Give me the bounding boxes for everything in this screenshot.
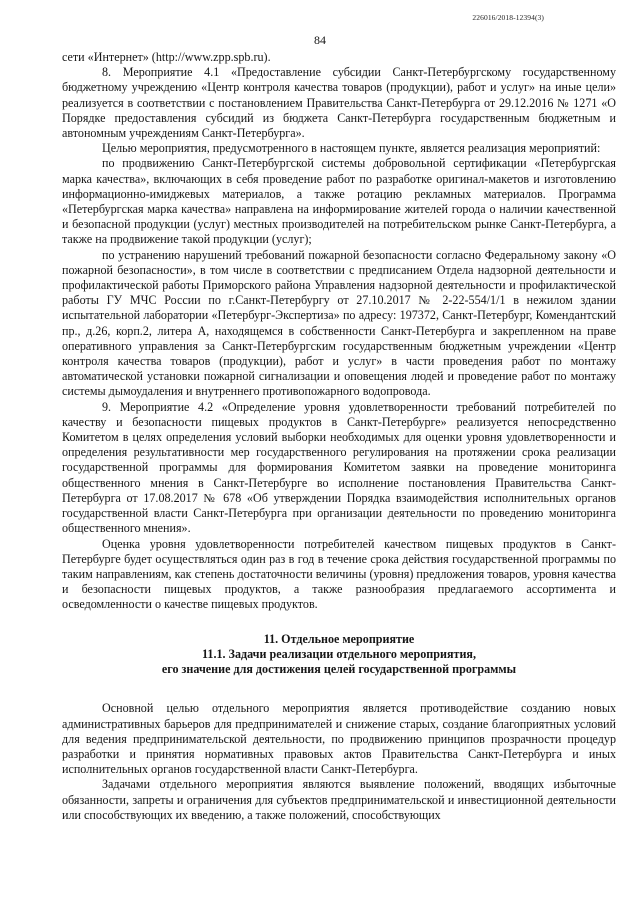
continuation-line: сети «Интернет» (http://www.zpp.spb.ru). — [62, 50, 271, 64]
section-paragraph-tasks: Задачами отдельного мероприятия являются выявление положений, вводящих избыточные обязанности, запреты и ограничения для субъектов предпринимательской и инвестиционной деятельности или способствующих их введению, а также положений, способствующих — [62, 777, 616, 822]
purpose-paragraph: Целью мероприятия, предусмотренного в настоящем пункте, является реализация мероприятий: — [102, 141, 601, 156]
page-number: 84 — [314, 33, 326, 47]
section-paragraph-goal: Основной целью отдельного мероприятия является противодействие созданию новых административных барьеров для предпринимателей и снижение старых, создание благоприятных условий для ведения предпринимательской деятельности, по продвижению принципов прозрачности процедур разработки и принятия нормативных правовых актов Правительства Санкт-Петербурга и иных исполнительных органов государственной власти Санкт-Петербурга. — [62, 701, 616, 777]
item-9-paragraph: 9. Мероприятие 4.2 «Определение уровня удовлетворенности требований потребителей по качеству и безопасности пищевых продуктов в Санкт-Петербурге» реализуется непосредственно Комитетом в целях определения условий выборки необходимых для оценки уровня удовлетворенности и определения результативности мер государственного регулирования на протяжении срока реализации государственной программы для формирования Комитетом заявки на проведение мониторинга общественного мнения в Санкт-Петербурге во исполнение постановления Правительства Санкт-Петербурга от 17.08.2017 № 678 «Об утверждении Порядка взаимодействия исполнительных органов государственной власти Санкт-Петербурга при организации деятельности по проведению мониторинга общественного мнения». — [62, 399, 616, 536]
item-8-paragraph: 8. Мероприятие 4.1 «Предоставление субсидии Санкт-Петербургскому государственному бюджетному учреждению «Центр контроля качества товаров (продукции), работ и услуг» на иные цели» реализуется в соответствии с постановлением Правительства Санкт-Петербурга от 29.12.2016 № 1271 «О Порядке предоставления субсидий из бюджета Санкт-Петербурга государственным бюджетным и автономным учреждениям Санкт-Петербурга». — [62, 65, 616, 141]
section-heading — [62, 632, 616, 678]
section-title: 11. Отдельное мероприятие — [263, 631, 415, 646]
section-subtitle-line1: 11.1. Задачи реализации отдельного мероприятия, — [202, 646, 476, 661]
section-subtitle-line2: его значение для достижения целей государственной программы — [161, 662, 517, 677]
registration-number: 226016/2018-12394(3) — [472, 13, 544, 22]
sub-item-promotion: по продвижению Санкт-Петербургской системы добровольной сертификации «Петербургская марка качества», включающих в себя проведение работ по разработке оригинал-макетов и изготовлению информационно-имиджевых материалов, а также ротацию рекламных материалов. Программа «Петербургская марка качества» направлена на информирование жителей города о наличии качественной и безопасной продукции (услуг) местных производителей на потребительском рынке Санкт-Петербурга, а также на продвижение такой продукции (услуг); — [62, 156, 616, 247]
document-body — [62, 50, 616, 823]
sub-item-fire-safety: по устранению нарушений требований пожарной безопасности согласно Федеральному закону «О пожарной безопасности», в том числе в соответствии с предписанием Отдела надзорной деятельности и профилактической работы Приморского района Управления надзорной деятельности и профилактической работы ГУ МЧС России по г.Санкт-Петербургу от 27.10.2017 № 2-22-554/1/1 в нежилом здании испытательной лаборатории «Петербург-Экспертиза» по адресу: 197372, Санкт-Петербург, Комендантский пр., д.26, корп.2, литера А, находящемся в собственности Санкт-Петербурга и закрепленном на праве оперативного управления за Санкт-Петербургским государственным бюджетным учреждении «Центр контроля качества товаров (продукции), работ и услуг» в части проведения работ по монтажу автоматической установки пожарной сигнализации и оповещения людей и проведение работ по монтажу системы дымоудаления и внутреннего противопожарного водопровода. — [62, 247, 616, 399]
assessment-paragraph: Оценка уровня удовлетворенности потребителей качеством пищевых продуктов в Санкт-Петербурге будет осуществляться один раз в год в течение срока действия государственной программы по таким направлениям, как степень достаточности величины (уровня) предложения товаров, уровня качества и безопасности пищевых продуктов, а также разнообразия предлагаемого ассортимента и осведомленности о качестве пищевых продуктов. — [62, 536, 616, 612]
